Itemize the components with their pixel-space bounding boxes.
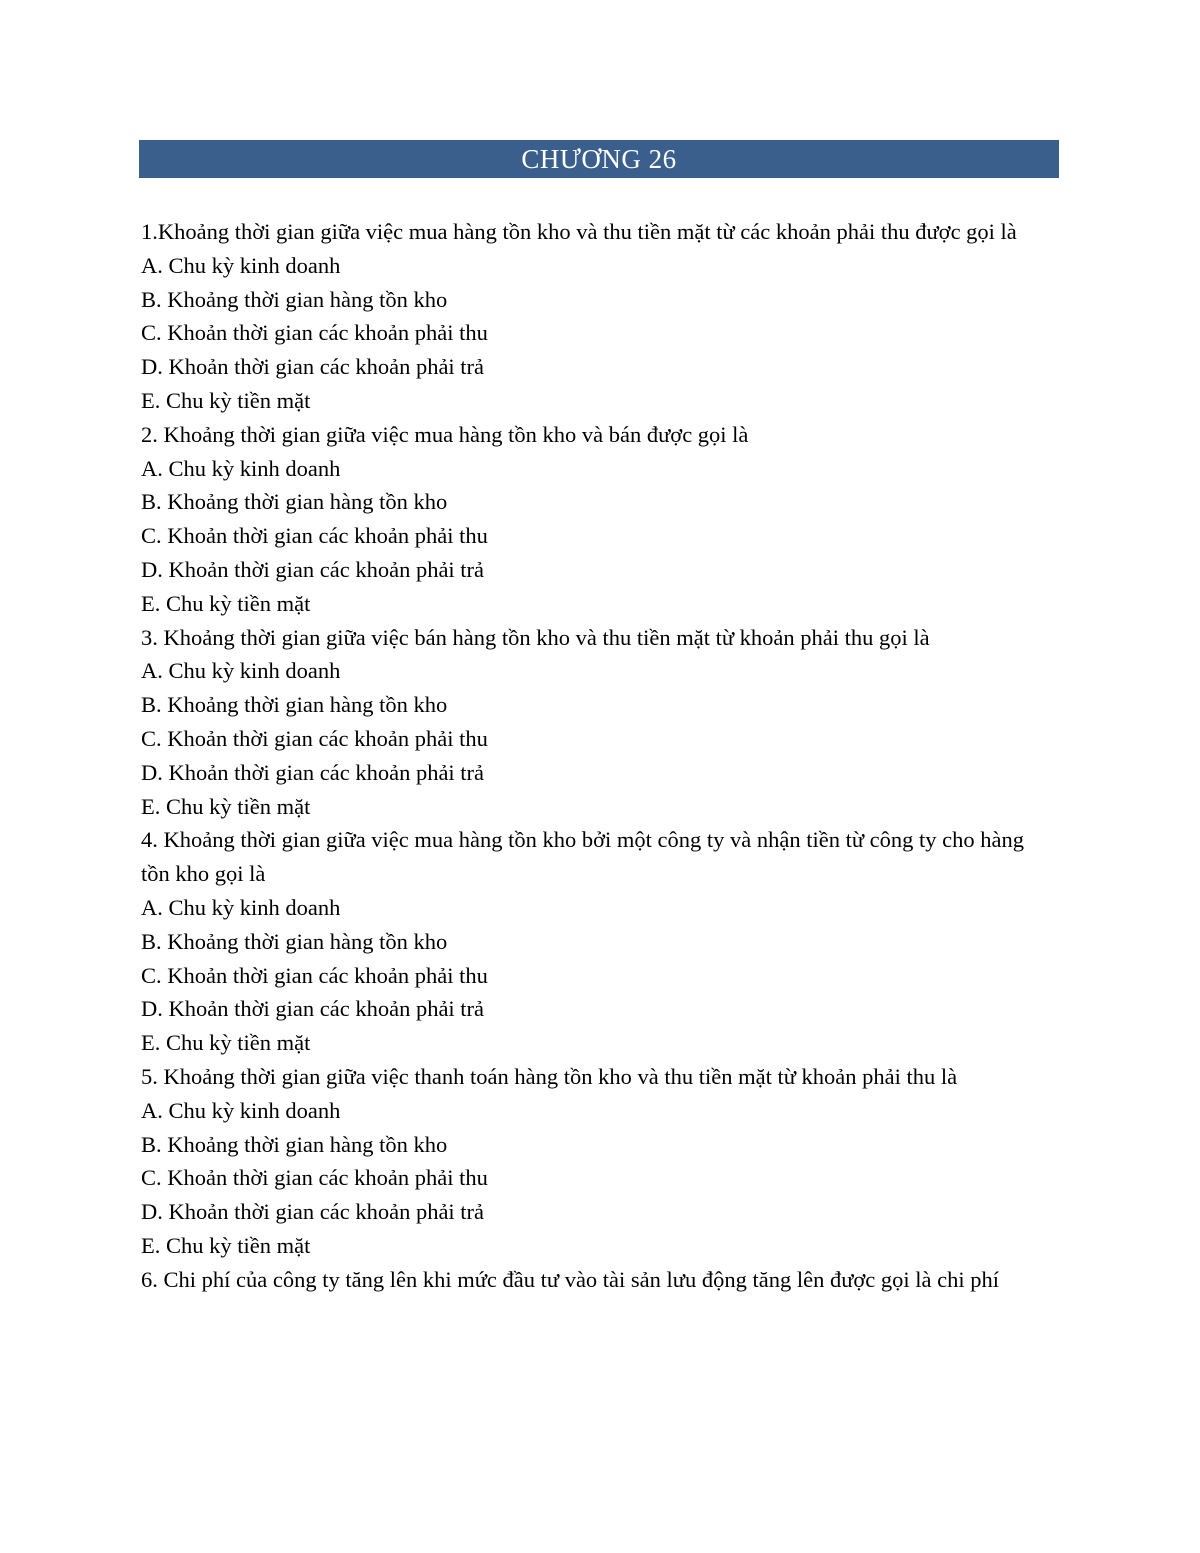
question-list xyxy=(141,215,1056,1297)
question-text: 5. Khoảng thời gian giữa việc thanh toán hàng tồn kho và thu tiền mặt từ khoản phải thu là xyxy=(141,1063,958,1089)
question-text: 1.Khoảng thời gian giữa việc mua hàng tồn kho và thu tiền mặt từ các khoản phải thu được gọi là xyxy=(141,219,1017,244)
answer-option: B. Khoảng thời gian hàng tồn kho xyxy=(141,928,448,954)
question-block xyxy=(141,1060,1056,1263)
answer-option: B. Khoảng thời gian hàng tồn kho xyxy=(141,489,448,515)
question-block xyxy=(141,418,1056,621)
answer-option: D. Khoản thời gian các khoản phải trả xyxy=(141,759,485,785)
question-block xyxy=(141,1263,1056,1297)
question-block xyxy=(141,215,1056,418)
answer-option: A. Chu kỳ kinh doanh xyxy=(141,894,341,920)
chapter-title: CHƯƠNG 26 xyxy=(521,143,677,174)
question-text: 6. Chi phí của công ty tăng lên khi mức đầu tư vào tài sản lưu động tăng lên được gọi là chi phí xyxy=(141,1266,1000,1292)
answer-option: C. Khoản thời gian các khoản phải thu xyxy=(141,962,488,988)
question-block xyxy=(141,621,1056,824)
answer-option: D. Khoản thời gian các khoản phải trả xyxy=(141,996,485,1022)
question-text: 2. Khoảng thời gian giữa việc mua hàng tồn kho và bán được gọi là xyxy=(141,421,749,447)
question-text: 4. Khoảng thời gian giữa việc mua hàng tồn kho bởi một công ty và nhận tiền từ công ty cho hàng tồn kho gọi là xyxy=(141,827,1025,887)
answer-option: E. Chu kỳ tiền mặt xyxy=(141,590,311,616)
answer-option: E. Chu kỳ tiền mặt xyxy=(141,793,311,819)
answer-option: A. Chu kỳ kinh doanh xyxy=(141,658,341,684)
chapter-header-bar xyxy=(139,140,1059,178)
answer-option: E. Chu kỳ tiền mặt xyxy=(141,1232,311,1258)
answer-option: E. Chu kỳ tiền mặt xyxy=(141,1030,311,1056)
answer-option: C. Khoản thời gian các khoản phải thu xyxy=(141,1165,488,1191)
question-text: 3. Khoảng thời gian giữa việc bán hàng tồn kho và thu tiền mặt từ khoản phải thu gọi là xyxy=(141,624,930,650)
answer-option: A. Chu kỳ kinh doanh xyxy=(141,252,341,278)
answer-option: E. Chu kỳ tiền mặt xyxy=(141,387,311,413)
answer-option: A. Chu kỳ kinh doanh xyxy=(141,455,341,481)
answer-option: C. Khoản thời gian các khoản phải thu xyxy=(141,523,488,549)
answer-option: C. Khoản thời gian các khoản phải thu xyxy=(141,725,488,751)
answer-option: C. Khoản thời gian các khoản phải thu xyxy=(141,320,488,346)
question-block xyxy=(141,823,1056,1060)
answer-option: D. Khoản thời gian các khoản phải trả xyxy=(141,354,485,380)
answer-option: B. Khoảng thời gian hàng tồn kho xyxy=(141,692,448,718)
answer-option: A. Chu kỳ kinh doanh xyxy=(141,1097,341,1123)
answer-option: D. Khoản thời gian các khoản phải trả xyxy=(141,1199,485,1225)
answer-option: B. Khoảng thời gian hàng tồn kho xyxy=(141,286,448,312)
answer-option: D. Khoản thời gian các khoản phải trả xyxy=(141,556,485,582)
answer-option: B. Khoảng thời gian hàng tồn kho xyxy=(141,1131,448,1157)
